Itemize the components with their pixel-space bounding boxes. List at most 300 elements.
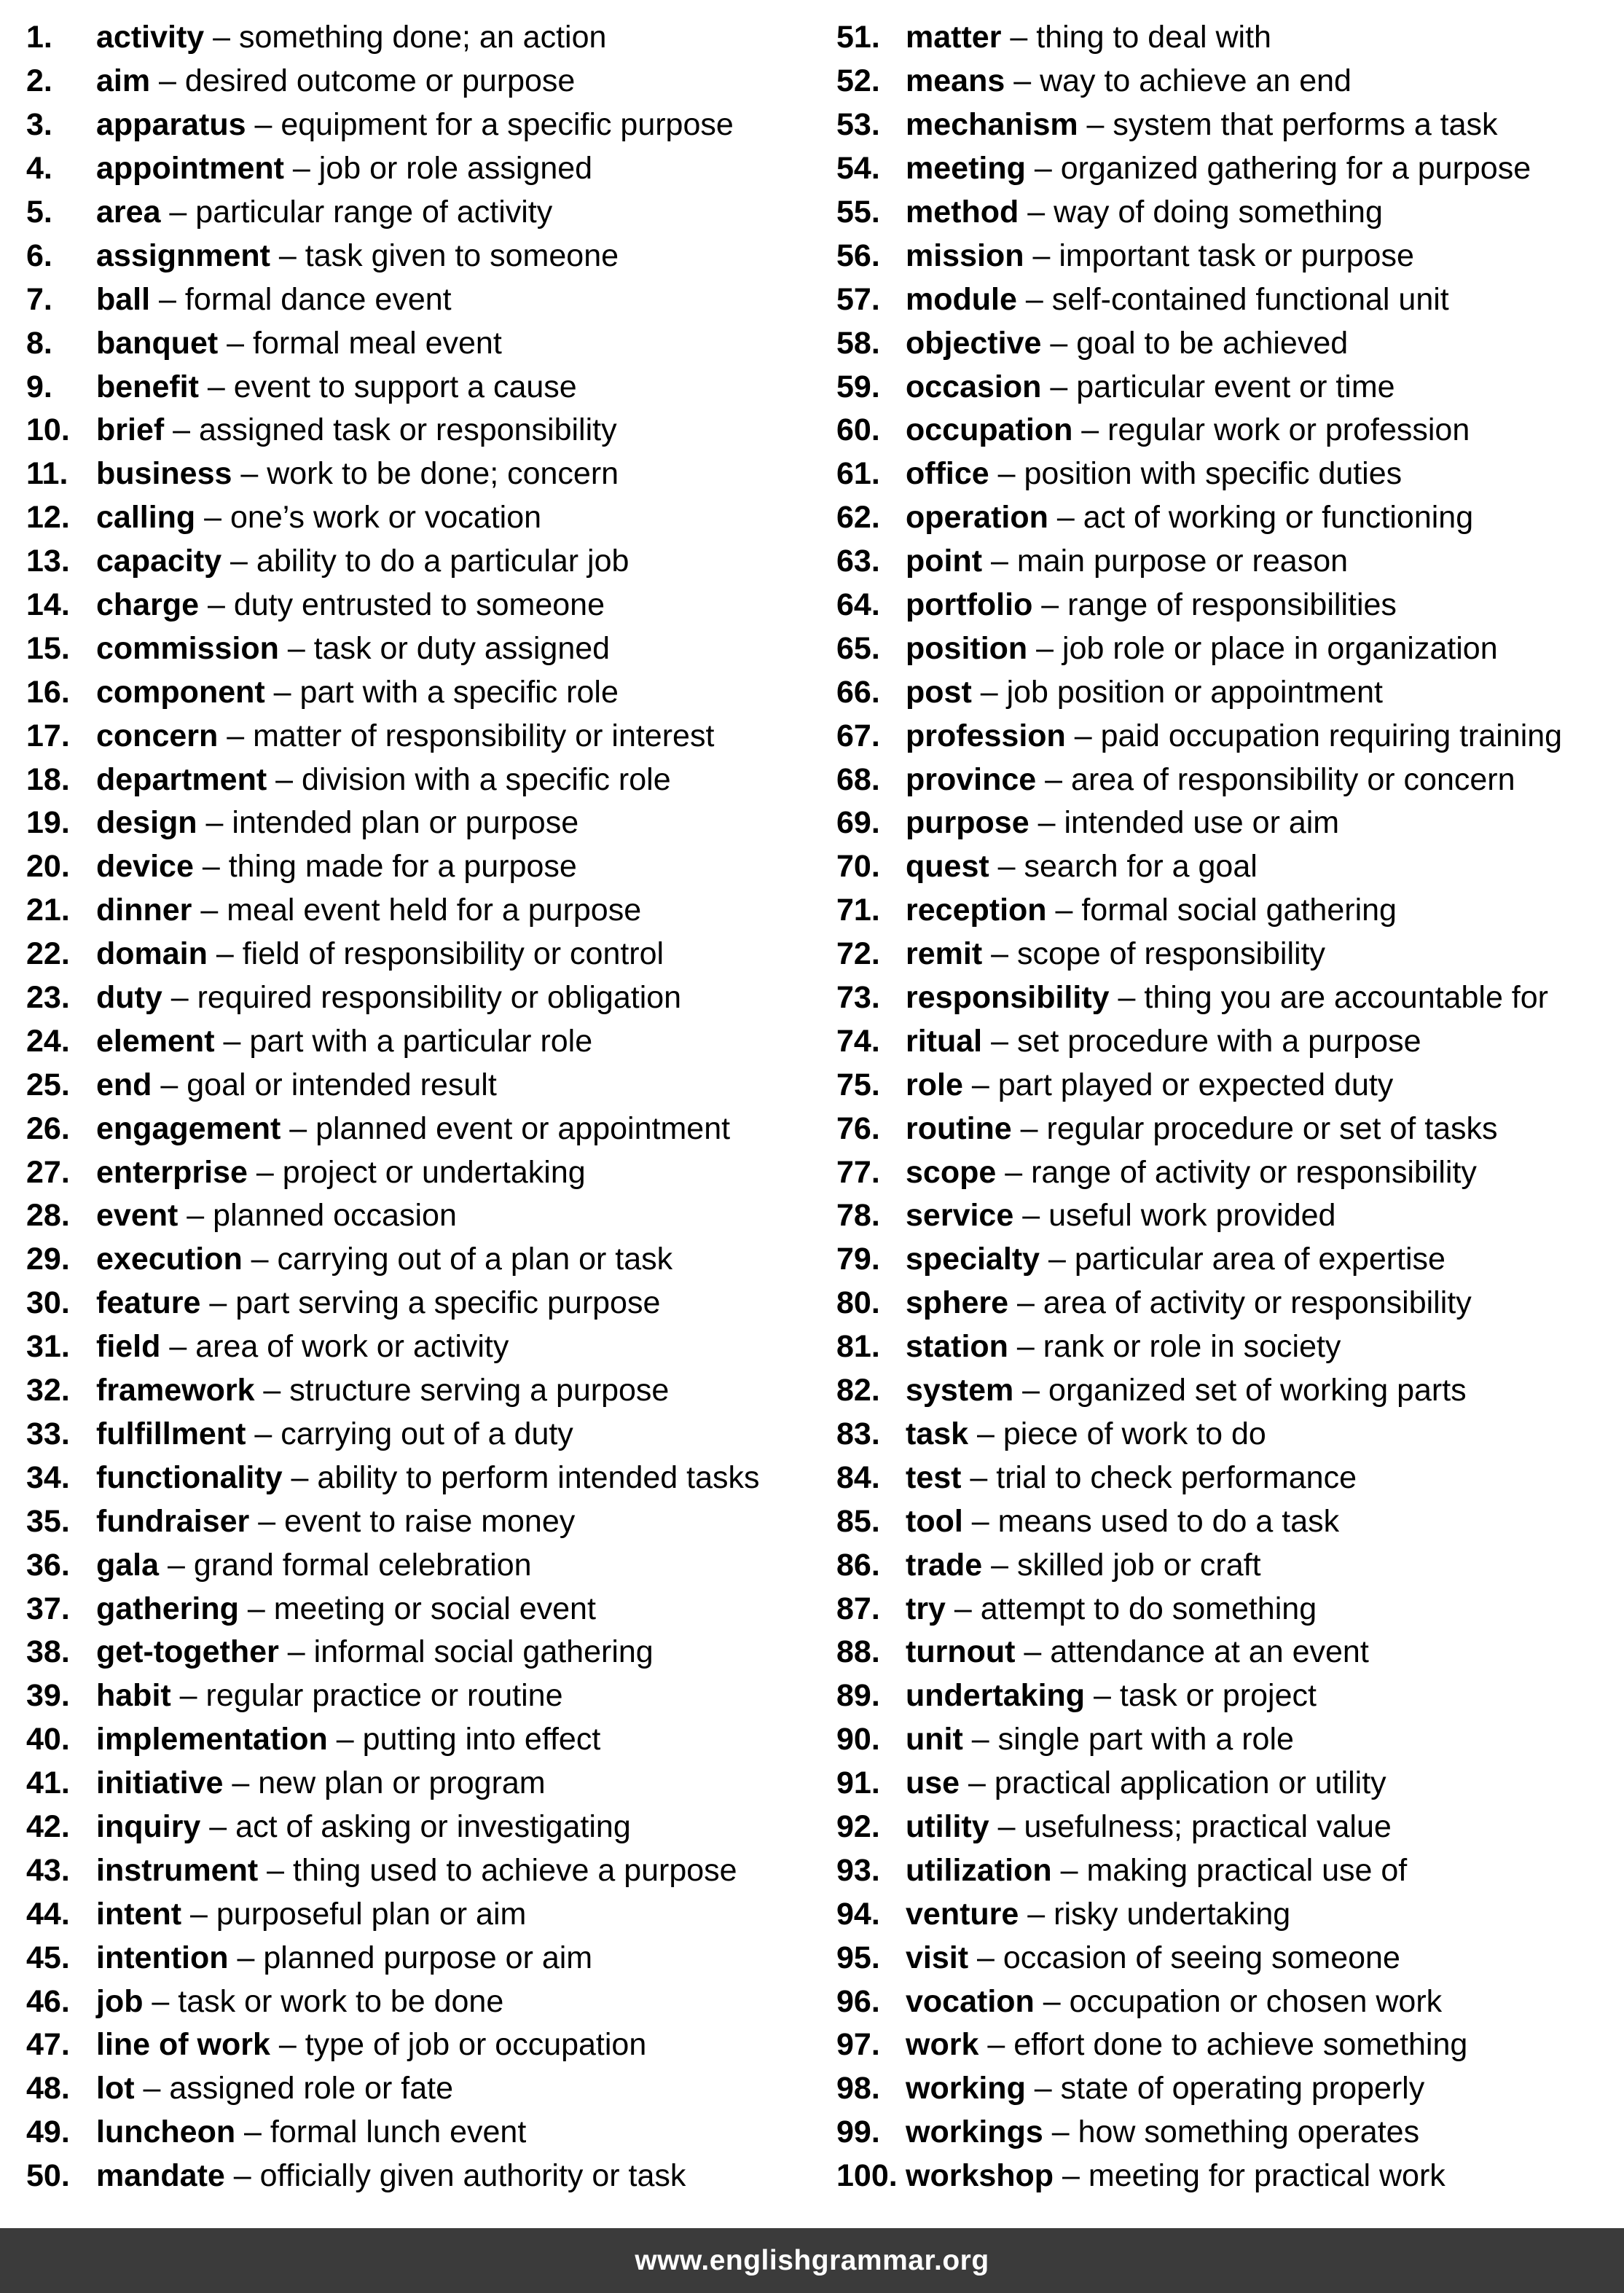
- item-separator: –: [960, 1765, 995, 1801]
- list-item: [26, 1631, 813, 1674]
- item-separator: –: [198, 369, 234, 404]
- item-definition: formal social gathering: [1081, 893, 1397, 928]
- item-word: venture: [906, 1896, 1019, 1932]
- item-separator: –: [178, 1198, 213, 1234]
- list-item: [836, 976, 1624, 1020]
- item-word: purpose: [906, 805, 1029, 841]
- item-number: 73.: [836, 980, 880, 1016]
- list-item: [836, 2023, 1624, 2067]
- item-number: 37.: [26, 1591, 70, 1626]
- item-word: routine: [906, 1110, 1012, 1146]
- item-separator: –: [1041, 325, 1077, 361]
- item-number: 90.: [836, 1722, 880, 1757]
- item-number: 70.: [836, 849, 880, 885]
- item-definition: intended plan or purpose: [232, 805, 579, 841]
- item-number: 41.: [26, 1765, 70, 1801]
- item-word: remit: [906, 936, 983, 972]
- item-number: 31.: [26, 1329, 70, 1365]
- item-word: utilization: [906, 1852, 1052, 1888]
- item-definition: required responsibility or obligation: [197, 980, 682, 1016]
- item-word: operation: [906, 500, 1048, 536]
- item-separator: –: [195, 500, 231, 536]
- item-word: lot: [96, 2071, 135, 2106]
- item-separator: –: [159, 1547, 194, 1583]
- list-item: [836, 1456, 1624, 1500]
- list-item: [836, 2067, 1624, 2111]
- item-word: intent: [96, 1896, 182, 1932]
- item-definition: position with specific duties: [1024, 456, 1403, 492]
- item-word: banquet: [96, 325, 219, 361]
- list-item: [836, 103, 1624, 147]
- list-item: [26, 1674, 813, 1718]
- item-number: 64.: [836, 587, 880, 623]
- item-definition: set procedure with a purpose: [1016, 1023, 1421, 1059]
- list-item: [836, 16, 1624, 60]
- item-definition: regular procedure or set of tasks: [1046, 1110, 1498, 1146]
- list-item: [26, 2111, 813, 2155]
- item-number: 45.: [26, 1940, 70, 1975]
- item-separator: –: [267, 761, 302, 797]
- item-definition: informal social gathering: [313, 1634, 654, 1670]
- item-definition: search for a goal: [1024, 849, 1258, 885]
- item-definition: duty entrusted to someone: [233, 587, 605, 623]
- item-separator: –: [1034, 1983, 1070, 2019]
- item-definition: job position or appointment: [1006, 674, 1383, 710]
- item-separator: –: [1019, 195, 1054, 230]
- list-item: [26, 409, 813, 452]
- item-word: occupation: [906, 412, 1073, 448]
- item-number: 82.: [836, 1373, 880, 1408]
- item-number: 95.: [836, 1940, 880, 1975]
- item-definition: area of activity or responsibility: [1043, 1285, 1472, 1321]
- item-word: objective: [906, 325, 1042, 361]
- item-word: working: [906, 2071, 1026, 2106]
- item-definition: assigned role or fate: [169, 2071, 453, 2106]
- item-number: 79.: [836, 1242, 880, 1277]
- item-definition: one’s work or vocation: [230, 500, 542, 536]
- item-number: 97.: [836, 2027, 880, 2063]
- item-word: system: [906, 1373, 1014, 1408]
- list-item: [26, 1936, 813, 1980]
- item-word: brief: [96, 412, 165, 448]
- item-separator: –: [192, 893, 227, 928]
- item-number: 77.: [836, 1154, 880, 1190]
- item-definition: task or work to be done: [178, 1983, 504, 2019]
- item-separator: –: [232, 456, 267, 492]
- list-item: [26, 452, 813, 496]
- list-item: [836, 1369, 1624, 1413]
- item-separator: –: [204, 20, 240, 55]
- item-separator: –: [1040, 1242, 1075, 1277]
- item-definition: goal or intended result: [187, 1067, 497, 1102]
- item-number: 34.: [26, 1459, 70, 1495]
- item-separator: –: [968, 1416, 1003, 1451]
- list-item: [26, 365, 813, 409]
- item-definition: thing to deal with: [1036, 20, 1271, 55]
- item-word: apparatus: [96, 107, 246, 143]
- list-item: [836, 1587, 1624, 1631]
- list-item: [26, 147, 813, 191]
- item-number: 21.: [26, 893, 70, 928]
- item-separator: –: [1025, 151, 1061, 187]
- item-number: 24.: [26, 1023, 70, 1059]
- item-number: 5.: [26, 195, 52, 230]
- item-word: work: [906, 2027, 979, 2063]
- item-number: 14.: [26, 587, 70, 623]
- item-definition: carrying out of a plan or task: [277, 1242, 673, 1277]
- item-definition: matter of responsibility or interest: [253, 718, 715, 753]
- item-word: vocation: [906, 1983, 1035, 2019]
- word-list: [0, 16, 1624, 2202]
- item-definition: means used to do a task: [997, 1503, 1340, 1539]
- list-item: [26, 933, 813, 976]
- list-item: [26, 1718, 813, 1762]
- item-word: duty: [96, 980, 162, 1016]
- item-definition: making practical use of: [1086, 1852, 1408, 1888]
- item-separator: –: [246, 107, 281, 143]
- list-item: [836, 1849, 1624, 1892]
- item-number: 76.: [836, 1110, 880, 1146]
- list-item: [836, 365, 1624, 409]
- list-item: [26, 1107, 813, 1151]
- item-separator: –: [270, 238, 305, 273]
- item-word: utility: [906, 1808, 989, 1844]
- item-separator: –: [218, 325, 254, 361]
- list-item: [836, 1282, 1624, 1325]
- item-number: 3.: [26, 107, 52, 143]
- item-number: 18.: [26, 761, 70, 797]
- item-separator: –: [989, 456, 1024, 492]
- item-number: 85.: [836, 1503, 880, 1539]
- item-separator: –: [197, 805, 232, 841]
- item-definition: important task or purpose: [1059, 238, 1414, 273]
- item-definition: putting into effect: [362, 1722, 601, 1757]
- item-word: workings: [906, 2114, 1043, 2150]
- item-number: 27.: [26, 1154, 70, 1190]
- list-item: [26, 103, 813, 147]
- list-item: [836, 1980, 1624, 2023]
- item-number: 35.: [26, 1503, 70, 1539]
- list-item: [836, 409, 1624, 452]
- list-item: [836, 1413, 1624, 1457]
- item-word: means: [906, 63, 1005, 99]
- item-number: 33.: [26, 1416, 70, 1451]
- list-item: [836, 147, 1624, 191]
- list-item: [26, 2067, 813, 2111]
- item-definition: practical application or utility: [994, 1765, 1386, 1801]
- item-word: execution: [96, 1242, 243, 1277]
- item-number: 22.: [26, 936, 70, 972]
- item-number: 36.: [26, 1547, 70, 1583]
- item-number: 11.: [26, 456, 68, 492]
- item-number: 57.: [836, 281, 880, 317]
- item-separator: –: [235, 2114, 270, 2150]
- item-definition: formal meal event: [253, 325, 502, 361]
- item-separator: –: [193, 849, 229, 885]
- item-definition: field of responsibility or control: [242, 936, 664, 972]
- item-word: visit: [906, 1940, 969, 1975]
- item-number: 87.: [836, 1591, 880, 1626]
- item-number: 47.: [26, 2027, 70, 2063]
- item-definition: work to be done; concern: [267, 456, 619, 492]
- item-separator: –: [996, 1154, 1032, 1190]
- item-definition: organized set of working parts: [1048, 1373, 1467, 1408]
- item-word: assignment: [96, 238, 270, 273]
- item-definition: occasion of seeing someone: [1003, 1940, 1400, 1975]
- item-word: station: [906, 1329, 1008, 1365]
- item-separator: –: [1046, 893, 1082, 928]
- list-item: [26, 801, 813, 845]
- item-definition: attendance at an event: [1050, 1634, 1369, 1670]
- item-separator: –: [258, 1852, 293, 1888]
- item-word: undertaking: [906, 1678, 1086, 1714]
- list-item: [836, 278, 1624, 321]
- item-number: 99.: [836, 2114, 880, 2150]
- item-definition: attempt to do something: [980, 1591, 1317, 1626]
- item-number: 32.: [26, 1373, 70, 1408]
- list-item: [836, 2111, 1624, 2155]
- item-number: 23.: [26, 980, 70, 1016]
- item-separator: –: [199, 587, 234, 623]
- list-item: [26, 584, 813, 627]
- list-item: [26, 1413, 813, 1457]
- item-separator: –: [254, 1373, 290, 1408]
- item-separator: –: [982, 936, 1017, 972]
- item-definition: meeting for practical work: [1088, 2158, 1445, 2194]
- item-number: 26.: [26, 1110, 70, 1146]
- list-item: [26, 670, 813, 714]
- item-number: 60.: [836, 412, 880, 448]
- item-number: 17.: [26, 718, 70, 753]
- item-word: domain: [96, 936, 208, 972]
- item-word: office: [906, 456, 989, 492]
- item-definition: meal event held for a purpose: [227, 893, 642, 928]
- item-definition: intended use or aim: [1064, 805, 1340, 841]
- item-definition: ability to perform intended tasks: [317, 1459, 760, 1495]
- item-definition: assigned task or responsibility: [199, 412, 617, 448]
- item-definition: thing you are accountable for: [1144, 980, 1548, 1016]
- item-definition: rank or role in society: [1043, 1329, 1341, 1365]
- item-word: intention: [96, 1940, 229, 1975]
- item-number: 69.: [836, 805, 880, 841]
- item-definition: type of job or occupation: [305, 2027, 647, 2063]
- list-item: [26, 758, 813, 801]
- website-url[interactable]: www.englishgrammar.org: [635, 2244, 989, 2276]
- item-word: portfolio: [906, 587, 1033, 623]
- item-word: feature: [96, 1285, 201, 1321]
- item-number: 96.: [836, 1983, 880, 2019]
- item-number: 39.: [26, 1678, 70, 1714]
- item-number: 48.: [26, 2071, 70, 2106]
- item-number: 6.: [26, 238, 52, 273]
- list-item: [26, 889, 813, 933]
- item-number: 53.: [836, 107, 880, 143]
- list-item: [26, 1892, 813, 1936]
- item-number: 7.: [26, 281, 52, 317]
- item-number: 19.: [26, 805, 70, 841]
- list-item: [26, 1325, 813, 1369]
- item-number: 62.: [836, 500, 880, 536]
- item-separator: –: [1043, 2114, 1078, 2150]
- item-word: meeting: [906, 151, 1026, 187]
- item-separator: –: [962, 1067, 998, 1102]
- item-separator: –: [143, 1983, 179, 2019]
- item-separator: –: [1013, 1373, 1049, 1408]
- item-word: charge: [96, 587, 200, 623]
- item-number: 98.: [836, 2071, 880, 2106]
- item-definition: piece of work to do: [1003, 1416, 1266, 1451]
- item-word: fulfillment: [96, 1416, 246, 1451]
- item-separator: –: [150, 63, 185, 99]
- list-item: [836, 584, 1624, 627]
- item-definition: event to support a cause: [233, 369, 577, 404]
- list-item: [26, 1587, 813, 1631]
- item-word: activity: [96, 20, 205, 55]
- item-definition: risky undertaking: [1054, 1896, 1291, 1932]
- item-word: mission: [906, 238, 1024, 273]
- list-item: [836, 1325, 1624, 1369]
- item-number: 55.: [836, 195, 880, 230]
- item-separator: –: [264, 674, 300, 710]
- item-word: unit: [906, 1722, 963, 1757]
- word-list-column-left: [26, 16, 813, 2198]
- item-definition: part with a specific role: [299, 674, 619, 710]
- item-definition: organized gathering for a purpose: [1060, 151, 1531, 187]
- item-separator: –: [228, 1940, 264, 1975]
- item-separator: –: [989, 849, 1024, 885]
- item-word: field: [96, 1329, 161, 1365]
- item-word: aim: [96, 63, 151, 99]
- item-number: 40.: [26, 1722, 70, 1757]
- item-separator: –: [1032, 587, 1068, 623]
- item-separator: –: [270, 2027, 305, 2063]
- item-separator: –: [1048, 500, 1083, 536]
- item-number: 91.: [836, 1765, 880, 1801]
- item-number: 52.: [836, 63, 880, 99]
- list-item: [26, 1238, 813, 1282]
- item-word: matter: [906, 20, 1002, 55]
- item-word: use: [906, 1765, 960, 1801]
- item-word: service: [906, 1198, 1014, 1234]
- item-definition: particular range of activity: [195, 195, 553, 230]
- item-word: sphere: [906, 1285, 1009, 1321]
- item-definition: part with a particular role: [249, 1023, 593, 1059]
- item-word: end: [96, 1067, 152, 1102]
- item-definition: grand formal celebration: [193, 1547, 532, 1583]
- item-word: position: [906, 630, 1028, 666]
- item-separator: –: [1054, 2158, 1088, 2194]
- item-number: 1.: [26, 20, 52, 55]
- item-separator: –: [218, 718, 254, 753]
- item-separator: –: [1011, 1110, 1047, 1146]
- list-item: [836, 1762, 1624, 1806]
- item-separator: –: [1019, 1896, 1054, 1932]
- item-number: 13.: [26, 544, 70, 579]
- item-definition: desired outcome or purpose: [184, 63, 576, 99]
- item-word: module: [906, 281, 1017, 317]
- item-word: concern: [96, 718, 219, 753]
- item-word: method: [906, 195, 1019, 230]
- item-number: 93.: [836, 1852, 880, 1888]
- item-definition: task or duty assigned: [313, 630, 611, 666]
- item-definition: range of activity or responsibility: [1031, 1154, 1477, 1190]
- list-item: [26, 1762, 813, 1806]
- item-number: 44.: [26, 1896, 70, 1932]
- item-separator: –: [1072, 412, 1108, 448]
- item-word: business: [96, 456, 232, 492]
- item-word: area: [96, 195, 161, 230]
- item-word: profession: [906, 718, 1066, 753]
- item-definition: useful work provided: [1048, 1198, 1336, 1234]
- item-separator: –: [214, 1023, 250, 1059]
- item-separator: –: [1013, 1198, 1049, 1234]
- item-word: post: [906, 674, 972, 710]
- item-definition: area of work or activity: [195, 1329, 509, 1365]
- item-number: 86.: [836, 1547, 880, 1583]
- item-word: point: [906, 544, 983, 579]
- item-separator: –: [278, 1634, 314, 1670]
- item-number: 83.: [836, 1416, 880, 1451]
- list-item: [836, 540, 1624, 584]
- list-item: [836, 1718, 1624, 1762]
- list-item: [836, 1543, 1624, 1587]
- item-word: task: [906, 1416, 969, 1451]
- item-word: instrument: [96, 1852, 259, 1888]
- item-separator: –: [1036, 761, 1072, 797]
- item-word: trade: [906, 1547, 983, 1583]
- item-separator: –: [221, 544, 256, 579]
- item-separator: –: [1001, 20, 1037, 55]
- word-list-column-right: [836, 16, 1624, 2198]
- item-definition: skilled job or craft: [1016, 1547, 1261, 1583]
- item-separator: –: [223, 1765, 259, 1801]
- item-definition: thing made for a purpose: [228, 849, 577, 885]
- list-item: [836, 2155, 1624, 2198]
- item-separator: –: [152, 1067, 187, 1102]
- item-separator: –: [1085, 1678, 1120, 1714]
- list-item: [836, 1500, 1624, 1543]
- item-definition: job role or place in organization: [1062, 630, 1498, 666]
- item-word: framework: [96, 1373, 255, 1408]
- item-separator: –: [246, 1416, 281, 1451]
- item-separator: –: [327, 1722, 363, 1757]
- item-definition: regular work or profession: [1107, 412, 1470, 448]
- item-separator: –: [1005, 63, 1040, 99]
- item-word: get-together: [96, 1634, 279, 1670]
- item-separator: –: [982, 1547, 1017, 1583]
- item-definition: division with a specific role: [301, 761, 671, 797]
- item-separator: –: [1025, 2071, 1061, 2106]
- item-definition: particular area of expertise: [1074, 1242, 1445, 1277]
- item-separator: –: [961, 1459, 997, 1495]
- item-separator: –: [962, 1722, 998, 1757]
- list-item: [26, 234, 813, 278]
- list-item: [836, 801, 1624, 845]
- item-separator: –: [1029, 805, 1064, 841]
- item-separator: –: [962, 1503, 998, 1539]
- item-definition: state of operating properly: [1060, 2071, 1425, 2106]
- item-word: capacity: [96, 544, 222, 579]
- item-word: responsibility: [906, 980, 1110, 1016]
- item-separator: –: [1051, 1852, 1087, 1888]
- item-number: 42.: [26, 1808, 70, 1844]
- item-word: implementation: [96, 1722, 328, 1757]
- item-number: 54.: [836, 151, 880, 187]
- item-separator: –: [224, 2158, 260, 2194]
- item-definition: trial to check performance: [996, 1459, 1357, 1495]
- item-number: 15.: [26, 630, 70, 666]
- item-definition: thing used to achieve a purpose: [293, 1852, 737, 1888]
